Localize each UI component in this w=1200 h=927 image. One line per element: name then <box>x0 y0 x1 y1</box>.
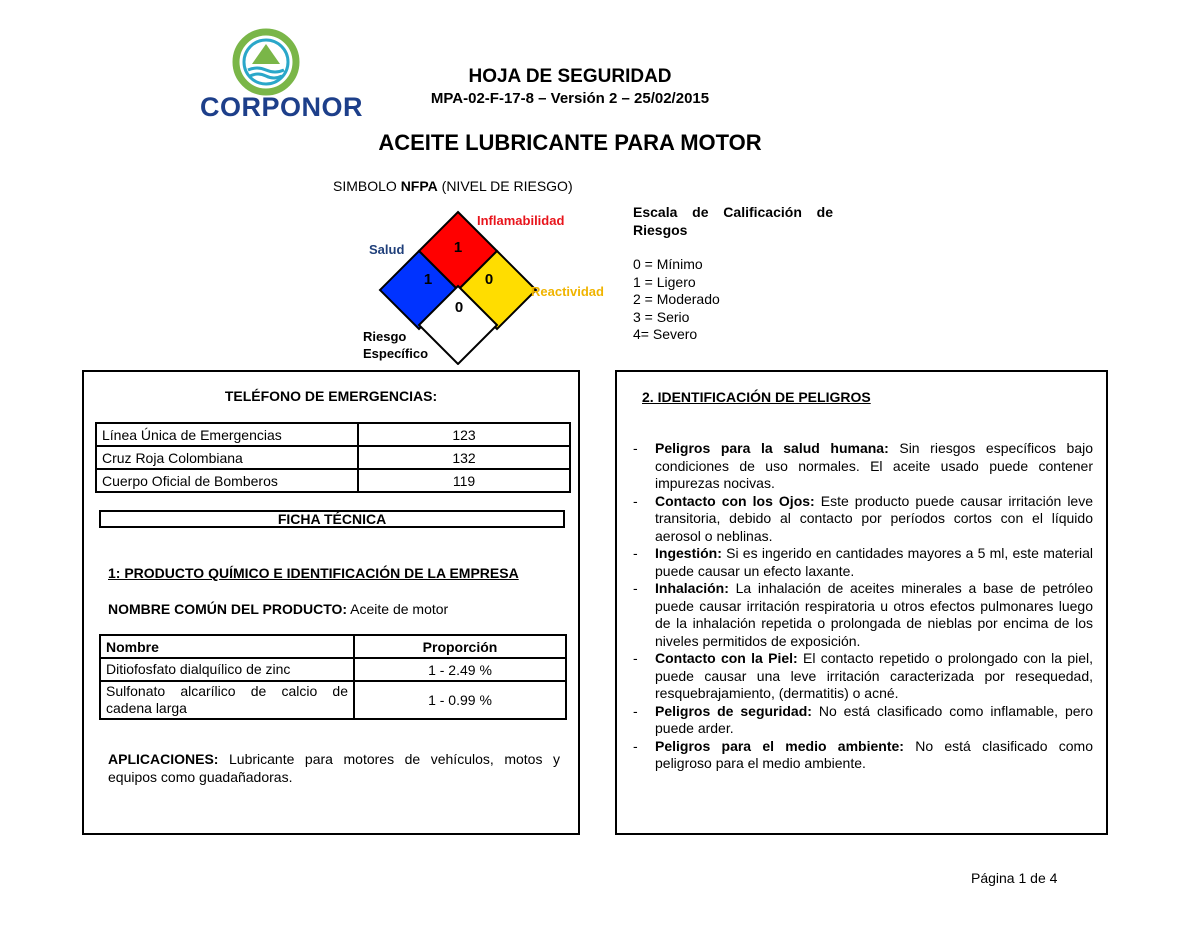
ficha-tecnica-heading: FICHA TÉCNICA <box>99 510 565 528</box>
hazard-text: No está clasificado como inflamable, pero puede arder. <box>655 702 1093 736</box>
hazard-label: Contacto con la Piel: <box>655 650 798 666</box>
list-item: - Contacto con los Ojos: Este producto puede causar irritación leve transitoria, debido al contacto por períodos cortos con el líquido aerosol o neblinas. <box>633 492 1094 544</box>
scale-title-line2: Riesgos <box>633 221 688 238</box>
column-header-proportion: Proporción <box>354 635 566 658</box>
applications-text <box>108 750 560 786</box>
product-common-name <box>108 601 448 617</box>
nfpa-caption-bold: NFPA <box>400 178 438 194</box>
component-proportion: 1 - 0.99 % <box>354 681 566 719</box>
hazard-text: No está clasificado como peligroso para el medio ambiente. <box>655 737 1093 771</box>
scale-title-line1: Escala de Calificación de <box>633 204 833 220</box>
logo-wordmark: CORPONOR <box>200 92 364 122</box>
page-number: Página 1 de 4 <box>971 870 1058 886</box>
scale-item: 3 = Serio <box>633 308 690 325</box>
phone-name: Cuerpo Oficial de Bomberos <box>96 469 358 492</box>
emergency-title: TELÉFONO DE EMERGENCIAS: <box>224 388 438 404</box>
scale-item: 4= Severo <box>633 326 698 342</box>
nfpa-caption <box>333 178 573 194</box>
applications-label: APLICACIONES: <box>108 751 219 767</box>
risk-scale <box>633 204 833 344</box>
applications-value: Lubricante para motores de vehículos, motos y equipos como guadañadoras. <box>108 751 560 785</box>
scale-item: 2 = Moderado <box>633 291 720 307</box>
composition-table <box>99 634 567 720</box>
product-name-value: Aceite de motor <box>347 601 449 617</box>
hazard-label: Peligros de seguridad: <box>655 702 812 719</box>
scale-item: 0 = Mínimo <box>633 256 703 272</box>
table-row <box>100 658 566 681</box>
hazard-identification-panel <box>615 370 1108 835</box>
hazard-text: La inhalación de aceites minerales a base de petróleo puede causar irritación respiratoria u otros efectos pulmonares luego de la inhalación repetida o prolongada de nieblas por encima de los niveles permitidos de exposición. <box>655 580 1093 649</box>
phone-name: Cruz Roja Colombiana <box>96 446 358 469</box>
health-label: Salud <box>369 242 405 257</box>
nfpa-caption-suffix: (NIVEL DE RIESGO) <box>437 178 573 194</box>
scale-item: 1 = Ligero <box>633 273 696 290</box>
product-name-label: NOMBRE COMÚN DEL PRODUCTO: <box>108 601 348 617</box>
specific-label-line2: Específico <box>363 346 429 361</box>
specific-risk-label <box>363 328 428 362</box>
list-item: - Inhalación: La inhalación de aceites minerales a base de petróleo puede causar irritación respiratoria u otros efectos pulmonares luego de la inhalación repetida o prolongada de nieblas por encima de los niveles permitidos de exposición. <box>633 580 1093 649</box>
specific-label-line1: Riesgo <box>363 329 407 344</box>
list-item: - Peligros para el medio ambiente: No está clasificado como peligroso para el medio ambiente. <box>633 737 1093 771</box>
hazard-label: Peligros para el medio ambiente: <box>655 737 904 754</box>
emergency-phones-table <box>95 422 571 493</box>
section2-title: 2. IDENTIFICACIÓN DE PELIGROS <box>642 389 871 405</box>
hazard-text: El contacto repetido o prolongado con la piel, puede causar una leve irritación caracterizada por resequedad, resquebrajamiento, (dermatitis) o acné. <box>655 650 1093 701</box>
table-header-row <box>100 635 566 658</box>
table-row <box>96 423 570 446</box>
document-title: HOJA DE SEGURIDAD <box>468 66 672 87</box>
flammability-label: Inflamabilidad <box>477 213 565 228</box>
list-item: - Peligros para la salud humana: Sin riesgos específicos bajo condiciones de uso normales. El aceite usado puede contener impurezas nocivas. <box>633 440 1093 491</box>
table-row <box>100 681 566 719</box>
table-row <box>96 469 570 492</box>
component-name: Ditiofosfato dialquílico de zinc <box>100 658 354 681</box>
phone-name: Línea Única de Emergencias <box>96 423 358 446</box>
nfpa-diamond <box>360 200 630 365</box>
phone-number: 132 <box>358 446 570 469</box>
product-title: ACEITE LUBRICANTE PARA MOTOR <box>378 130 762 155</box>
reactivity-label: Reactividad <box>531 284 604 299</box>
specific-value: 0 <box>454 299 464 316</box>
section1-title: 1: PRODUCTO QUÍMICO E IDENTIFICACIÓN DE LA EMPRESA <box>108 565 519 581</box>
nfpa-caption-prefix: SIMBOLO <box>333 178 401 194</box>
flammability-value: 1 <box>453 239 463 256</box>
list-item: - Peligros de seguridad: No está clasificado como inflamable, pero puede arder. <box>633 702 1093 736</box>
document-code: MPA-02-F-17-8 – Versión 2 – 25/02/2015 <box>430 90 710 107</box>
list-item: - Ingestión: Si es ingerido en cantidades mayores a 5 ml, este material puede causar un efecto laxante. <box>633 545 1093 579</box>
phone-number: 119 <box>358 469 570 492</box>
component-proportion: 1 - 2.49 % <box>354 658 566 681</box>
hazard-label: Ingestión: <box>655 545 722 561</box>
hazard-label: Inhalación: <box>655 580 729 596</box>
health-value: 1 <box>423 271 433 288</box>
hazard-label: Contacto con los Ojos: <box>655 492 815 509</box>
hazard-label: Peligros para la salud humana: <box>655 440 889 456</box>
hazard-text: Sin riesgos específicos bajo condiciones de uso normales. El aceite usado puede contener impurezas nocivas. <box>655 440 1093 491</box>
hazard-text: Este producto puede causar irritación leve transitoria, debido al contacto por períodos cortos con el líquido aerosol o neblinas. <box>655 492 1094 544</box>
component-name: Sulfonato alcarílico de calcio de cadena larga <box>100 681 354 719</box>
hazard-text: Si es ingerido en cantidades mayores a 5 ml, este material puede causar un efecto laxante. <box>655 545 1093 579</box>
table-row <box>96 446 570 469</box>
reactivity-value: 0 <box>484 271 494 288</box>
hazard-list <box>631 440 1093 773</box>
list-item: - Contacto con la Piel: El contacto repetido o prolongado con la piel, puede causar una leve irritación caracterizada por resequedad, resquebrajamiento, (dermatitis) o acné. <box>633 650 1093 701</box>
emergency-and-product-panel <box>82 370 580 835</box>
phone-number: 123 <box>358 423 570 446</box>
column-header-name: Nombre <box>100 635 354 658</box>
